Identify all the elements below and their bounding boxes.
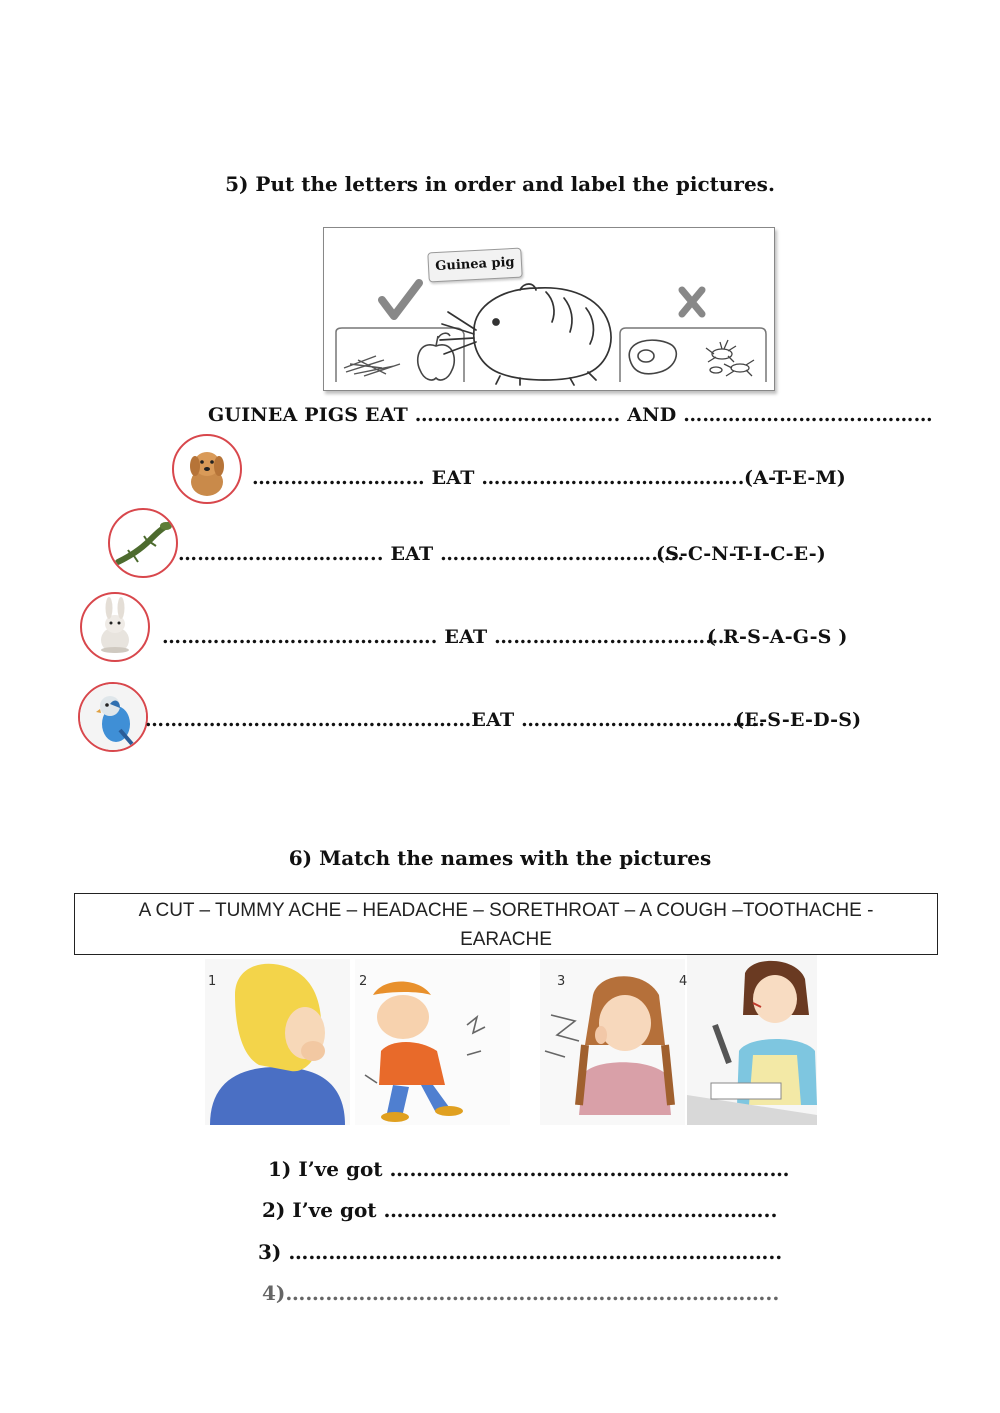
picture-number-3: 3	[557, 974, 566, 989]
ailments-pictures	[205, 955, 817, 1125]
lizard-picture	[108, 508, 178, 578]
dog-answer-line: ……………………… EAT …………………………………..	[252, 467, 745, 489]
rabbit-answer-line: ……………………………………. EAT ………………………………	[162, 626, 725, 648]
rabbit-letters-hint: ( R-S-A-G-S )	[707, 626, 848, 648]
answer-3: 3) ………………………………………………………………..	[258, 1240, 783, 1264]
cut-picture	[679, 955, 817, 1125]
dog-letters-hint: (A-T-E-M)	[744, 467, 846, 489]
insects-icon	[706, 340, 754, 376]
picture-number-4: 4	[679, 974, 688, 989]
budgie-answer-line: ……………………………………………EAT ………………………………..	[145, 709, 766, 731]
meat-icon	[629, 340, 676, 374]
answer-2: 2) I’ve got …………………………………………………..	[262, 1198, 778, 1222]
picture-number-1: 1	[208, 974, 217, 989]
hay-icon	[344, 356, 400, 376]
cough-picture	[205, 959, 350, 1125]
picture-number-2: 2	[359, 974, 368, 989]
exercise-5-title: 5) Put the letters in order and label the pictures.	[225, 172, 775, 196]
exercise-6-title: 6) Match the names with the pictures	[288, 846, 712, 870]
word-bank-line-2: EARACHE	[460, 929, 552, 950]
answer-1: 1) I’ve got ……………………………………………………	[268, 1157, 790, 1181]
word-bank	[74, 893, 938, 955]
budgie-letters-hint: (E-S-E-D-S)	[735, 709, 862, 731]
budgie-picture	[78, 682, 148, 752]
guinea-pigs-line: GUINEA PIGS EAT ………………………….. AND …………………………………	[208, 404, 933, 426]
dog-picture	[172, 434, 242, 504]
earache-picture	[540, 959, 688, 1125]
word-bank-line-1: A CUT – TUMMY ACHE – HEADACHE – SORETHROAT – A COUGH –TOOTHACHE -	[138, 900, 874, 921]
cross-icon	[682, 290, 702, 314]
answer-4: 4)………………………………………………………………..	[262, 1281, 780, 1305]
guinea-pig-label: Guinea pig	[427, 248, 522, 283]
lizard-letters-hint: (S-C-N-T-I-C-E-)	[656, 543, 826, 565]
rabbit-picture	[80, 592, 150, 662]
check-icon	[382, 283, 419, 316]
guinea-pig-drawing	[440, 284, 611, 385]
guinea-pig-illustration	[323, 227, 775, 391]
tummy-ache-picture	[355, 959, 510, 1125]
lizard-answer-line: ………………………….. EAT ………………………………..	[178, 543, 685, 565]
